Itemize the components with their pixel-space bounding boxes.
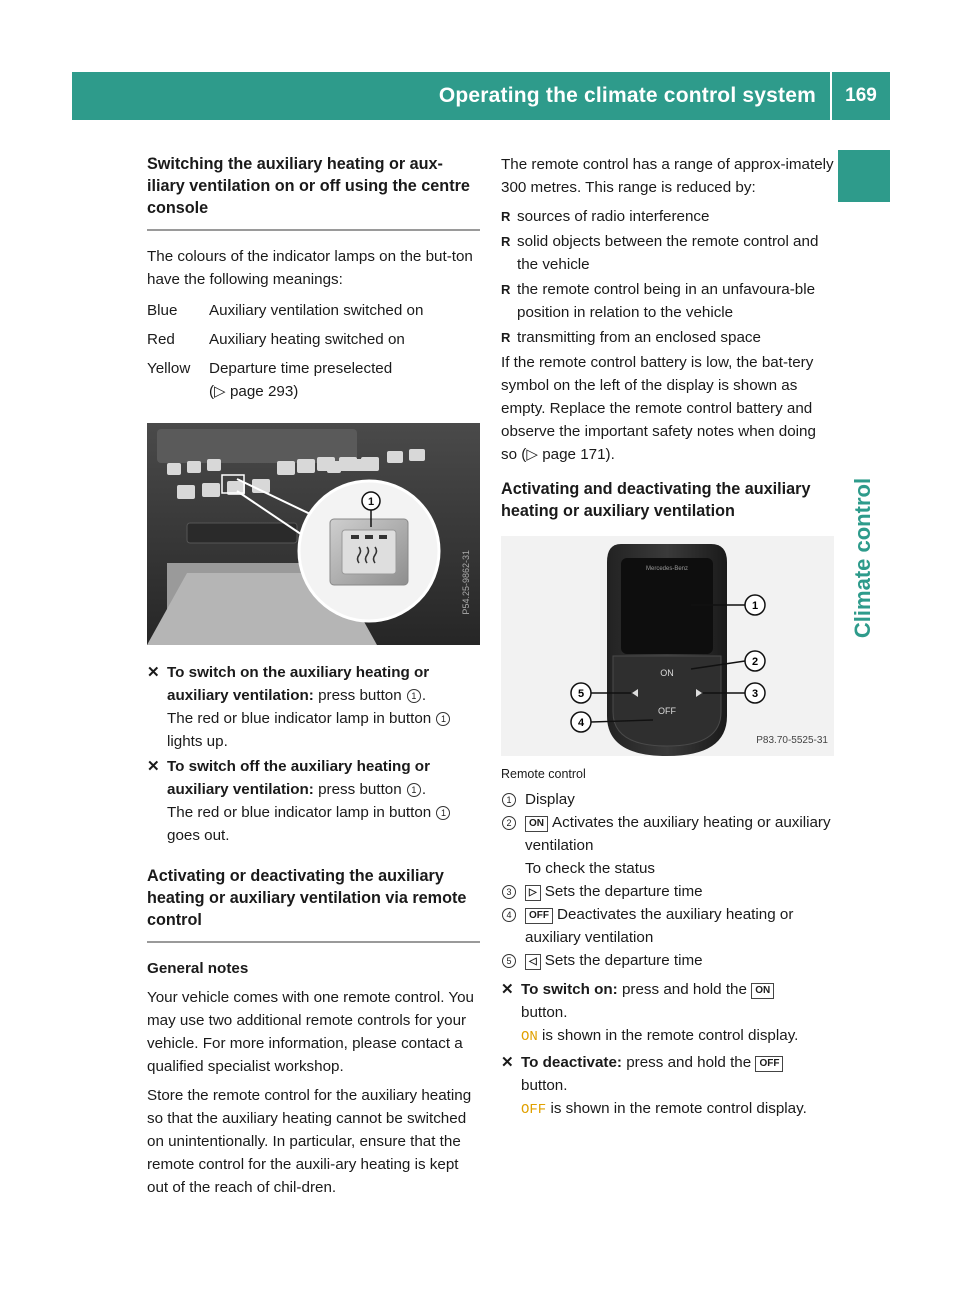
svg-text:1: 1 (751, 600, 759, 612)
step-result: is shown in the remote control display. (542, 1027, 799, 1044)
on-key-icon: ON (525, 816, 548, 832)
legend-subtext: To check the status (525, 860, 656, 877)
section-heading-centre-console: Switching the auxiliary heating or aux-iliary ventilation on or off using the centre console (147, 155, 470, 217)
step-text: press button (318, 781, 402, 798)
storage-para: Store the remote control for the auxiliary heating so that the auxiliary heating cannot be switched on unintentionally. In particular, ensure that the remote control for the auxili-ary heating is kept out of the reach of chil-dren. (147, 1087, 472, 1196)
instruction-step (147, 661, 480, 753)
bullet-text: transmitting from an enclosed space (517, 329, 761, 346)
callout-3-icon (745, 683, 765, 703)
callout-2-icon (745, 651, 765, 671)
remote-brand: Mercedes-Benz (645, 566, 689, 572)
colour-term: Yellow (147, 360, 191, 377)
general-notes-para: Your vehicle comes with one remote control. You may use two additional remote controls for your vehicle. For more information, please contact a qualified specialist workshop. (147, 989, 475, 1075)
colour-desc: Departure time preselected (209, 360, 393, 377)
colour-desc: Auxiliary heating switched on (209, 331, 405, 348)
step-text-end: button. (521, 1077, 568, 1094)
step-title: To switch on: (521, 981, 618, 998)
remote-control-illustration (501, 536, 834, 756)
colour-term: Blue (147, 302, 178, 319)
list-item (501, 326, 834, 349)
section-heading-activating: Activating and deactivating the auxiliary heating or auxiliary ventilation (501, 480, 811, 520)
legend-number (501, 903, 525, 949)
step-text: press and hold the (626, 1054, 752, 1071)
remote-control-figure (501, 536, 834, 756)
step-marker-icon: ✕ (147, 758, 160, 775)
legend-text: Activates the auxiliary heating or auxiliary ventilation (525, 814, 831, 854)
callout-5-icon (571, 683, 591, 703)
step-result: The red or blue indicator lamp in button (167, 804, 432, 821)
figure-code: P83.70-5525-31 (756, 735, 828, 746)
legend-number (501, 949, 525, 972)
subheading-general-notes: General notes (147, 960, 249, 977)
svg-text:4: 4 (577, 717, 585, 729)
range-bullets (501, 205, 834, 349)
legend-number (501, 811, 525, 880)
chapter-label: Climate control (850, 477, 875, 639)
step-text-end: button. (521, 1004, 568, 1021)
legend-body (525, 903, 834, 949)
left-arrow-key-icon: ◁ (525, 954, 541, 970)
right-arrow-key-icon: ▷ (525, 885, 541, 901)
callout-icon: 1 (502, 793, 516, 807)
svg-text:2: 2 (751, 656, 759, 668)
callout-1-icon: 1 (407, 689, 421, 703)
intro-text: The colours of the indicator lamps on the but-ton have the following meanings: (147, 248, 473, 288)
legend-number (501, 880, 525, 903)
display-off-text: OFF (521, 1102, 547, 1118)
legend (501, 788, 834, 972)
bullet-icon: R (501, 282, 511, 297)
legend-text: Display (525, 791, 575, 808)
legend-text: Sets the departure time (544, 952, 703, 969)
list-item (501, 230, 834, 276)
left-column (147, 153, 480, 1205)
legend-number (501, 788, 525, 811)
bullet-text: sources of radio interference (517, 208, 710, 225)
callout-1-icon: 1 (407, 783, 421, 797)
off-key-icon: OFF (755, 1056, 783, 1072)
bullet-icon: R (501, 330, 511, 345)
legend-item (501, 903, 834, 949)
figure-caption: Remote control (501, 767, 586, 781)
colour-desc: Auxiliary ventilation switched on (209, 302, 424, 319)
legend-item (501, 949, 834, 972)
step-marker-icon: ✕ (147, 664, 160, 681)
colour-desc-wrap (209, 357, 480, 403)
callout-4-icon (571, 712, 591, 732)
header-title: Operating the climate control system (438, 84, 816, 107)
callout-icon: 5 (502, 954, 516, 968)
right-column (501, 153, 834, 1124)
list-item (501, 205, 834, 228)
step-title: To deactivate: (521, 1054, 622, 1071)
colour-row (147, 299, 480, 322)
legend-text: Deactivates the auxiliary heating or auxiliary ventilation (525, 906, 794, 946)
step-marker-icon: ✕ (501, 981, 514, 998)
step-title: To switch off the auxiliary heating or auxiliary ventilation: (167, 758, 430, 798)
colour-meanings (147, 299, 480, 403)
step-text: press and hold the (621, 981, 747, 998)
step-body: To switch off the auxiliary heating or auxiliary ventilation: press button 1 . The red or blue indicator lamp in button 1 goes out. (167, 755, 480, 847)
legend-text: Sets the departure time (544, 883, 703, 900)
step-marker-icon: ✕ (501, 1054, 514, 1071)
colour-term: Red (147, 331, 175, 348)
step-body: To switch on the auxiliary heating or auxiliary ventilation: press button 1 . The red or blue indicator lamp in button 1 lights up. (167, 661, 480, 753)
step-result: is shown in the remote control display. (550, 1100, 807, 1117)
bullet-text: the remote control being in an unfavoura-ble position in relation to the vehicle (517, 281, 816, 321)
step-body (521, 978, 798, 1049)
callout-icon: 2 (502, 816, 516, 830)
figure-code: P54.25-9862-31 (461, 550, 471, 615)
bullet-icon: R (501, 234, 511, 249)
page-reference: (▷ page 293) (209, 383, 299, 400)
step-result-end: lights up. (167, 733, 228, 750)
legend-body (525, 811, 834, 880)
legend-item (501, 880, 834, 903)
callout-icon: 4 (502, 908, 516, 922)
battery-para: If the remote control battery is low, the bat-tery symbol on the left of the display is shown as empty. Replace the remote control battery and observe the important safety notes when doing so (▷ page 171). (501, 354, 816, 463)
list-item (501, 278, 834, 324)
off-key-icon: OFF (525, 908, 553, 924)
bullet-icon: R (501, 209, 511, 224)
heading-rule (147, 229, 480, 231)
instruction-step (501, 978, 834, 1049)
callout-1-icon: 1 (436, 712, 450, 726)
centre-console-illustration (147, 423, 480, 645)
instruction-step (147, 755, 480, 847)
chapter-tab (838, 150, 890, 202)
legend-item (501, 788, 834, 811)
svg-text:3: 3 (751, 688, 759, 700)
instruction-step (501, 1051, 834, 1122)
display-on-text: ON (521, 1029, 538, 1045)
bullet-text: solid objects between the remote control and the vehicle (517, 233, 819, 273)
svg-text:1: 1 (367, 496, 375, 508)
step-result: The red or blue indicator lamp in button (167, 710, 432, 727)
centre-console-figure (147, 423, 480, 645)
page-header (72, 72, 890, 120)
colour-row (147, 328, 480, 351)
callout-1-icon (745, 595, 765, 615)
step-result-end: goes out. (167, 827, 230, 844)
range-para: The remote control has a range of approx-imately 300 metres. This range is reduced by: (501, 156, 834, 196)
colour-row (147, 357, 480, 403)
heading-rule (147, 941, 480, 943)
remote-on-label: ON (660, 668, 674, 678)
callout-1-icon: 1 (436, 806, 450, 820)
section-heading-remote: Activating or deactivating the auxiliary heating or auxiliary ventilation via remote control (147, 867, 467, 929)
legend-body (525, 949, 703, 972)
step-title: To switch on the auxiliary heating or auxiliary ventilation: (167, 664, 430, 704)
step-body (521, 1051, 807, 1122)
step-text: press button (318, 687, 402, 704)
legend-item (501, 811, 834, 880)
on-key-icon: ON (751, 983, 774, 999)
svg-text:5: 5 (577, 688, 585, 700)
legend-body (525, 880, 703, 903)
callout-icon: 3 (502, 885, 516, 899)
remote-off-label: OFF (658, 706, 676, 716)
page-number: 169 (845, 85, 877, 106)
